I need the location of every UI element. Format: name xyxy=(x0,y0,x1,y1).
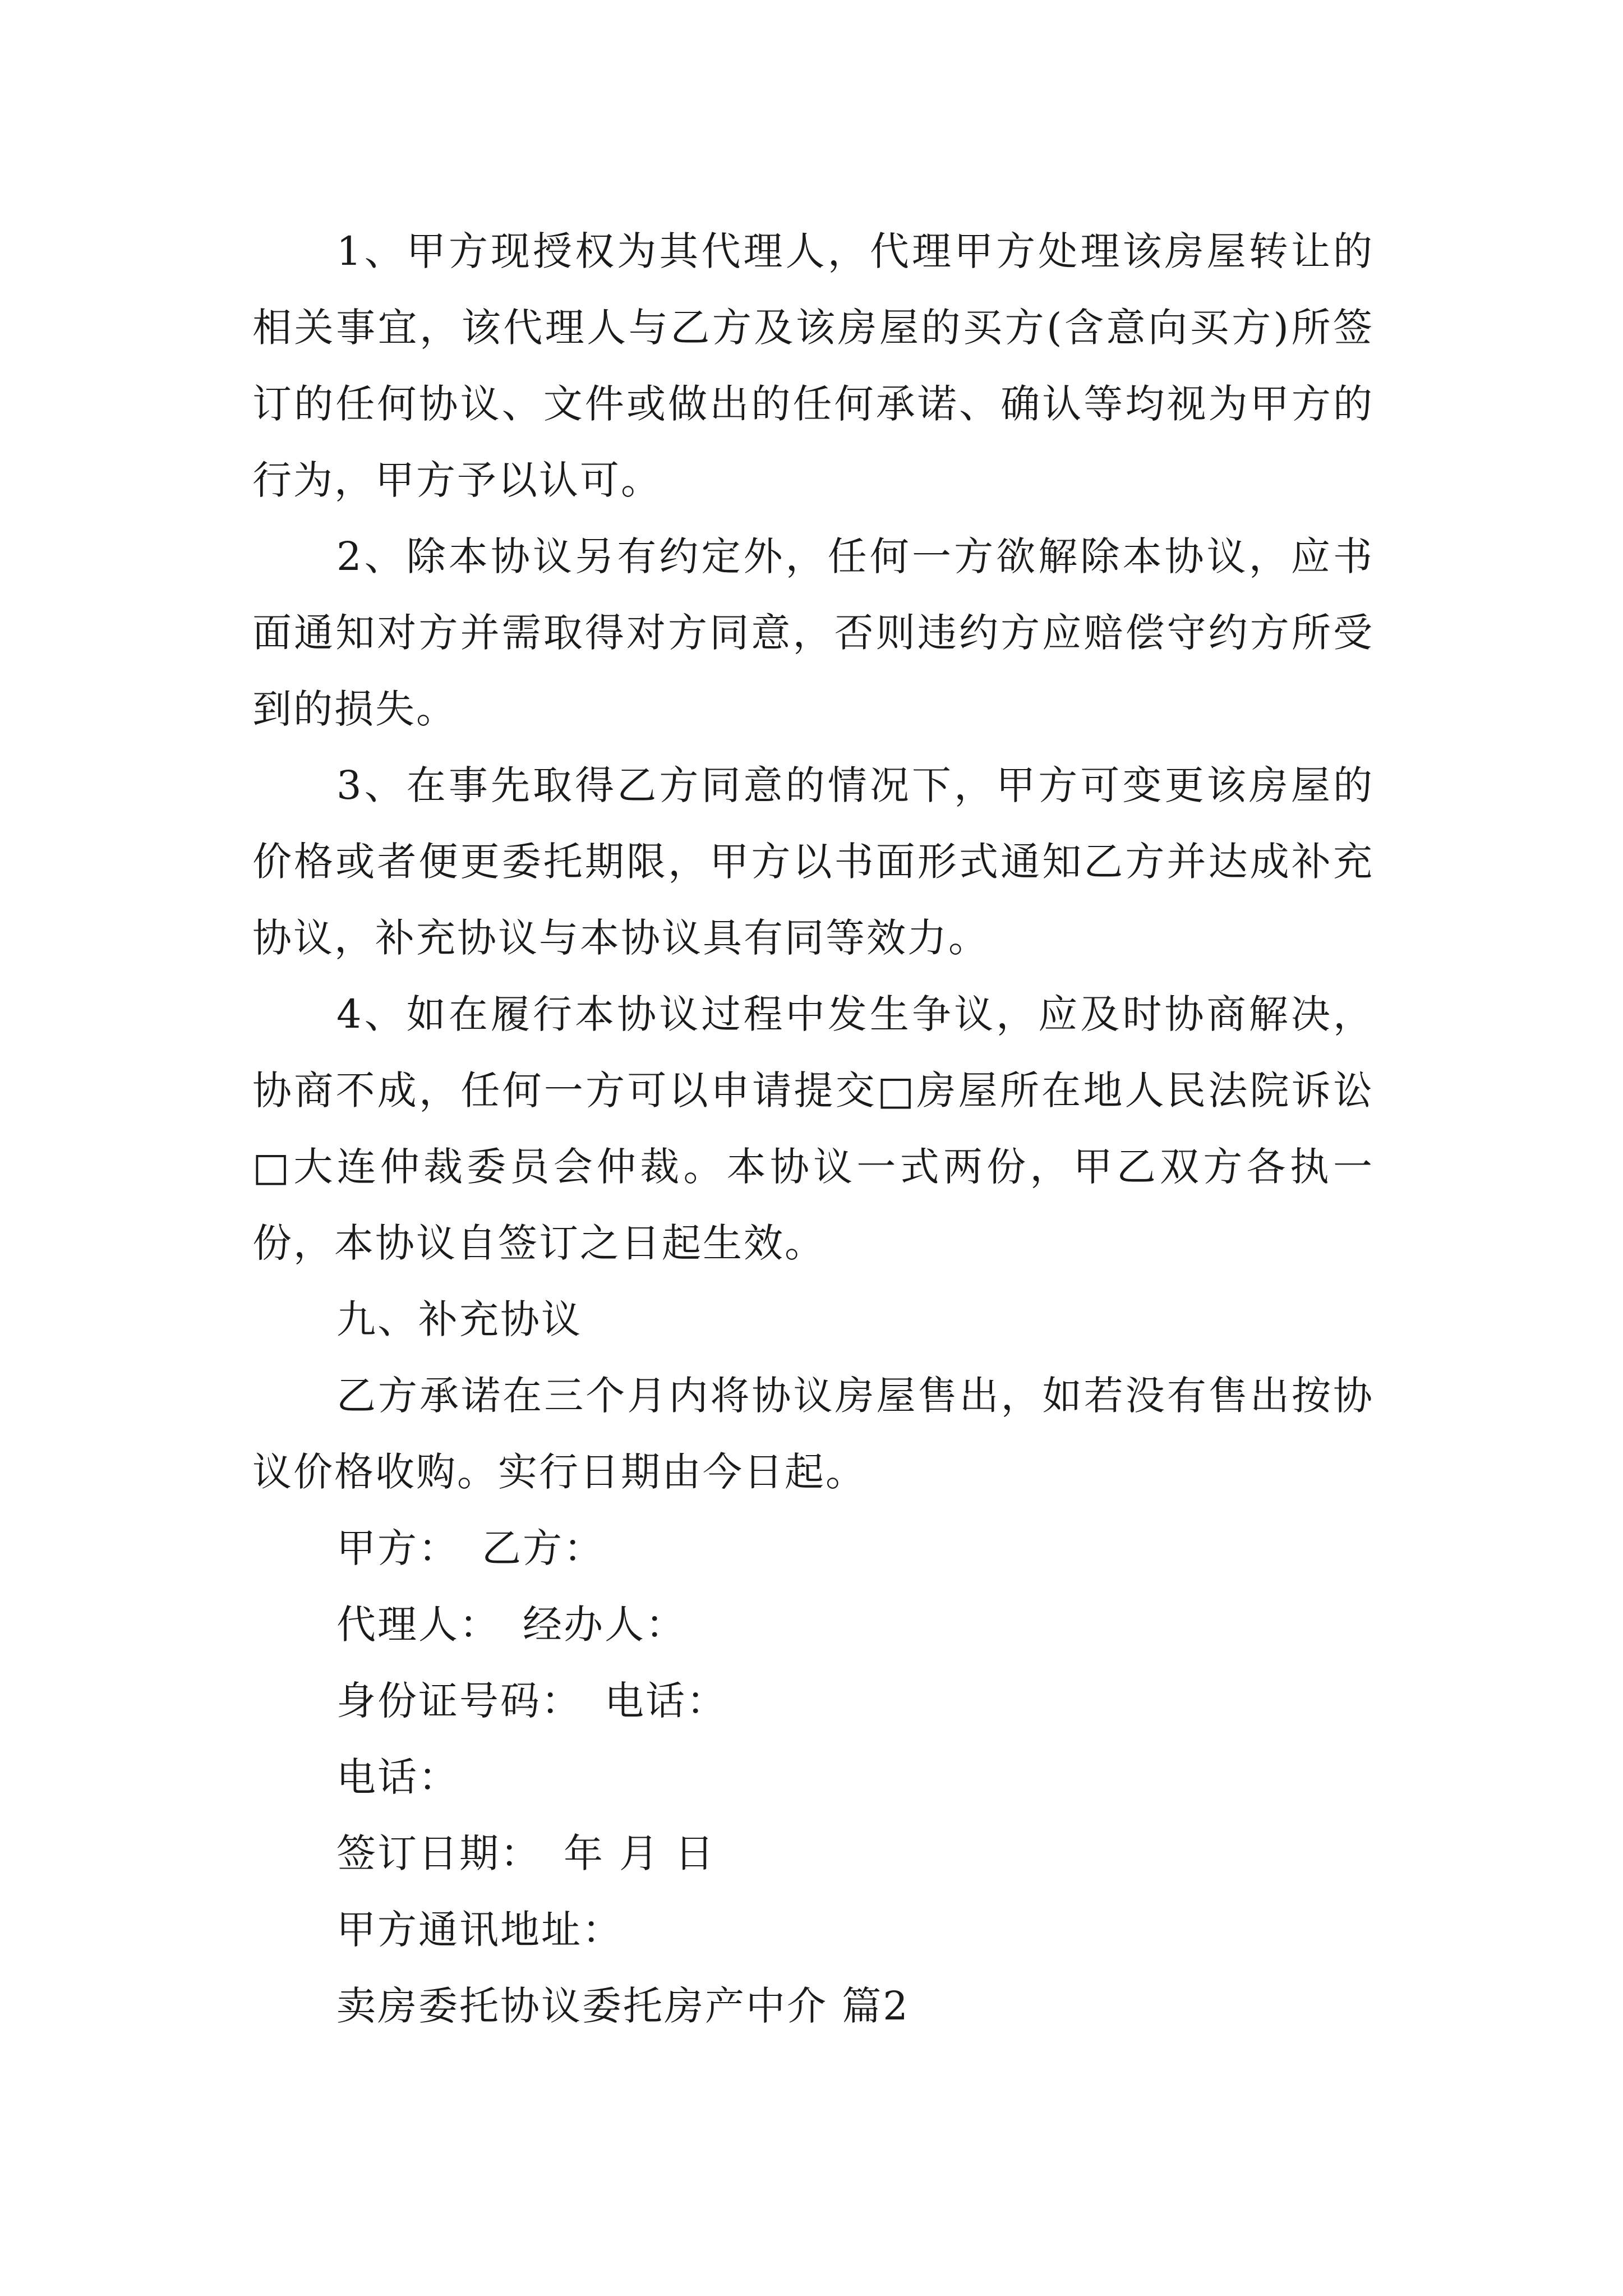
signature-id-line xyxy=(252,1663,1374,1739)
party-a-label: 甲方： xyxy=(336,1525,459,1571)
section-heading: 九、补充协议 xyxy=(336,1296,582,1342)
clause-1: 1、甲方现授权为其代理人，代理甲方处理该房屋转让的相关事宜，该代理人与乙方及该房屋的买方(含意向买方)所签订的任何协议、文件或做出的任何承诺、确认等均视为甲方的行为，甲方予以认可。 xyxy=(252,228,1374,503)
signature-party-line xyxy=(252,1510,1374,1586)
agent-label: 代理人： xyxy=(336,1602,500,1648)
signature-agent-line xyxy=(252,1586,1374,1663)
supplement-text: 乙方承诺在三个月内将协议房屋售出，如若没有售出按协议价格收购。实行日期由今日起。 xyxy=(252,1373,1374,1495)
month-label: 月 xyxy=(619,1830,660,1876)
document-body xyxy=(252,213,1374,2044)
phone-a-label: 电话： xyxy=(336,1754,459,1800)
signature-date-line xyxy=(252,1815,1374,1892)
day-label: 日 xyxy=(675,1830,716,1876)
year-label: 年 xyxy=(564,1830,605,1876)
id-number-label: 身份证号码： xyxy=(336,1678,582,1724)
handler-label: 经办人： xyxy=(523,1602,686,1648)
party-b-label: 乙方： xyxy=(482,1525,605,1571)
clause-4: 4、如在履行本协议过程中发生争议，应及时协商解决，协商不成，任何一方可以申请提交□房屋所在地人民法院诉讼□大连仲裁委员会仲裁。本协议一式两份，甲乙双方各执一份，本协议自签订之日起生效。 xyxy=(252,991,1374,1266)
sign-date-label: 签订日期： xyxy=(336,1830,541,1876)
clause-3: 3、在事先取得乙方同意的情况下，甲方可变更该房屋的价格或者便更委托期限，甲方以书面形式通知乙方并达成补充协议，补充协议与本协议具有同等效力。 xyxy=(252,762,1374,961)
phone-b-label: 电话： xyxy=(605,1678,727,1724)
clause-2: 2、除本协议另有约定外，任何一方欲解除本协议，应书面通知对方并需取得对方同意，否则违约方应赔偿守约方所受到的损失。 xyxy=(252,533,1374,732)
next-section-title: 卖房委托协议委托房产中介 篇2 xyxy=(336,1983,910,2029)
address-line: 甲方通讯地址： xyxy=(336,1907,623,1953)
signature-phone-line xyxy=(252,1739,1374,1815)
